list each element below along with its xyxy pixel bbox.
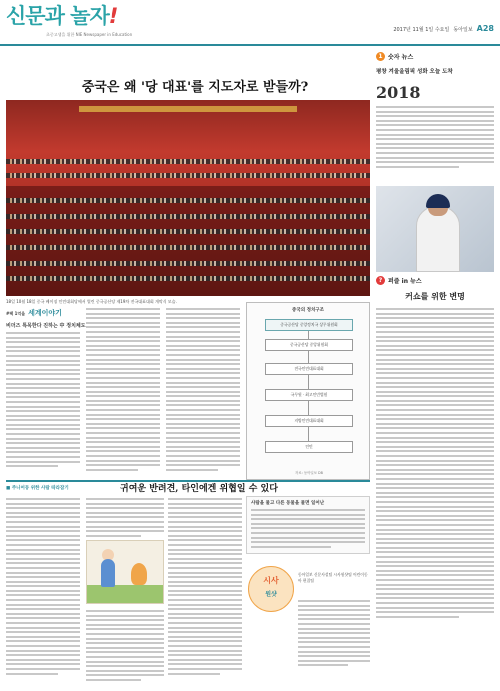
org-connector bbox=[308, 375, 309, 389]
org-box: 인민 bbox=[265, 441, 353, 453]
puzzle-news-headline: 커쇼를 위한 변명 bbox=[405, 291, 465, 301]
photo-banner bbox=[79, 106, 297, 112]
article-body-col3 bbox=[166, 308, 240, 473]
column-label-prefix: #팩 1억을 bbox=[6, 311, 26, 316]
org-connector bbox=[308, 331, 309, 339]
column-label-text: 세계이야기 bbox=[28, 309, 62, 317]
photo-seat-row bbox=[6, 198, 370, 203]
bottom-story-kicker: ■ 주니어동 위한 사람 따라잡기 bbox=[6, 486, 69, 491]
sisa-logo-line1: 시사 bbox=[263, 576, 279, 585]
bottom-body-col2-bottom bbox=[86, 610, 164, 684]
sisa-credits: 동아일보 신문사설팀 시사원샷팀 어린이동아 편집팀 bbox=[298, 572, 368, 584]
illustration-child bbox=[101, 559, 115, 587]
right-column bbox=[376, 52, 494, 170]
number-news-headline: 평창 겨울올림픽 성화 오늘 도착 bbox=[376, 69, 453, 75]
photo-seat-row bbox=[6, 276, 370, 281]
column-label bbox=[6, 308, 62, 318]
photo-seat-row bbox=[6, 261, 370, 266]
political-structure-chart bbox=[246, 302, 370, 480]
puzzle-news-title: 퍼즐 in 뉴스 bbox=[388, 278, 422, 285]
puzzle-news-body bbox=[376, 308, 494, 618]
number-news-title: 숫자 뉴스 bbox=[388, 54, 414, 61]
org-chart-source: 자료: 동아일보 DB bbox=[295, 471, 323, 475]
puzzle-news-header bbox=[376, 276, 494, 285]
puzzle-icon: ? bbox=[376, 276, 385, 285]
baseball-player-photo bbox=[376, 186, 494, 272]
article-body-col2 bbox=[86, 308, 160, 473]
page-number: A28 bbox=[476, 24, 494, 33]
sidebar-box-body bbox=[251, 509, 365, 550]
logo-subtitle: 초중고생을 위한 NIE Newspaper in Education bbox=[46, 32, 133, 37]
number-badge-icon: 1 bbox=[376, 52, 385, 61]
bottom-body-col3 bbox=[168, 498, 242, 677]
bottom-body-col1 bbox=[6, 498, 80, 677]
sisa-oneshot-logo bbox=[248, 566, 294, 612]
bottom-body-col2-top bbox=[86, 498, 164, 539]
logo-text: 신문과 놀자 bbox=[6, 4, 109, 28]
masthead bbox=[0, 0, 500, 46]
paper-name: 동아일보 bbox=[453, 27, 473, 33]
puzzle-news bbox=[376, 276, 494, 620]
org-box: 전국인민대표대회 bbox=[265, 363, 353, 375]
dog-walk-illustration bbox=[86, 540, 164, 604]
org-chart-title: 중국의 정치구조 bbox=[292, 308, 324, 313]
org-connector bbox=[308, 401, 309, 415]
photo-caption: 18일 10월 18일 중국 베이징 인민대회당에서 열린 중국공산당 제19차 전국대표대회 개막식 모습. bbox=[6, 299, 177, 304]
article-subhead: 비더즈 특목한다 진하는 中 정치체도 bbox=[6, 323, 86, 329]
org-box: 국무원 · 최고인민법원 bbox=[265, 389, 353, 401]
bottom-body-col4 bbox=[298, 600, 370, 669]
illustration-dog bbox=[131, 563, 147, 585]
photo-seat-row bbox=[6, 229, 370, 234]
number-news-header bbox=[376, 52, 494, 61]
logo-exclamation: ! bbox=[108, 4, 118, 28]
section-logo bbox=[6, 6, 117, 27]
player-cap bbox=[426, 194, 450, 208]
org-connector bbox=[308, 351, 309, 363]
issue-info bbox=[393, 24, 494, 33]
org-box: 지방인민대표대회 bbox=[265, 415, 353, 427]
photo-seat-row bbox=[6, 245, 370, 250]
sidebar-box bbox=[246, 496, 370, 554]
main-headline: 중국은 왜 '당 대표'를 지도자로 받들까? bbox=[81, 80, 309, 95]
issue-date: 2017년 11월 1일 수요일 bbox=[393, 27, 450, 33]
article-body-col1 bbox=[6, 332, 80, 470]
illustration-grass bbox=[87, 585, 163, 603]
bottom-story-headline: 귀여운 반려견, 타인에겐 위협일 수 있다 bbox=[120, 484, 278, 494]
number-news-body bbox=[376, 106, 494, 168]
org-box: 중국공산당 중앙위원회 bbox=[265, 339, 353, 351]
photo-seat-row bbox=[6, 214, 370, 219]
photo-seat-row bbox=[6, 159, 370, 164]
org-box: 중국공산당 중앙정치국 상무위원회 bbox=[265, 319, 353, 331]
sisa-logo-line2: 원샷 bbox=[265, 591, 277, 598]
congress-photo bbox=[6, 100, 370, 296]
photo-seat-row bbox=[6, 173, 370, 178]
org-connector bbox=[308, 427, 309, 441]
big-year: 2018 bbox=[376, 83, 421, 102]
sidebar-box-title: 사람을 물고 다른 동물을 물면 일어난 bbox=[251, 501, 325, 506]
